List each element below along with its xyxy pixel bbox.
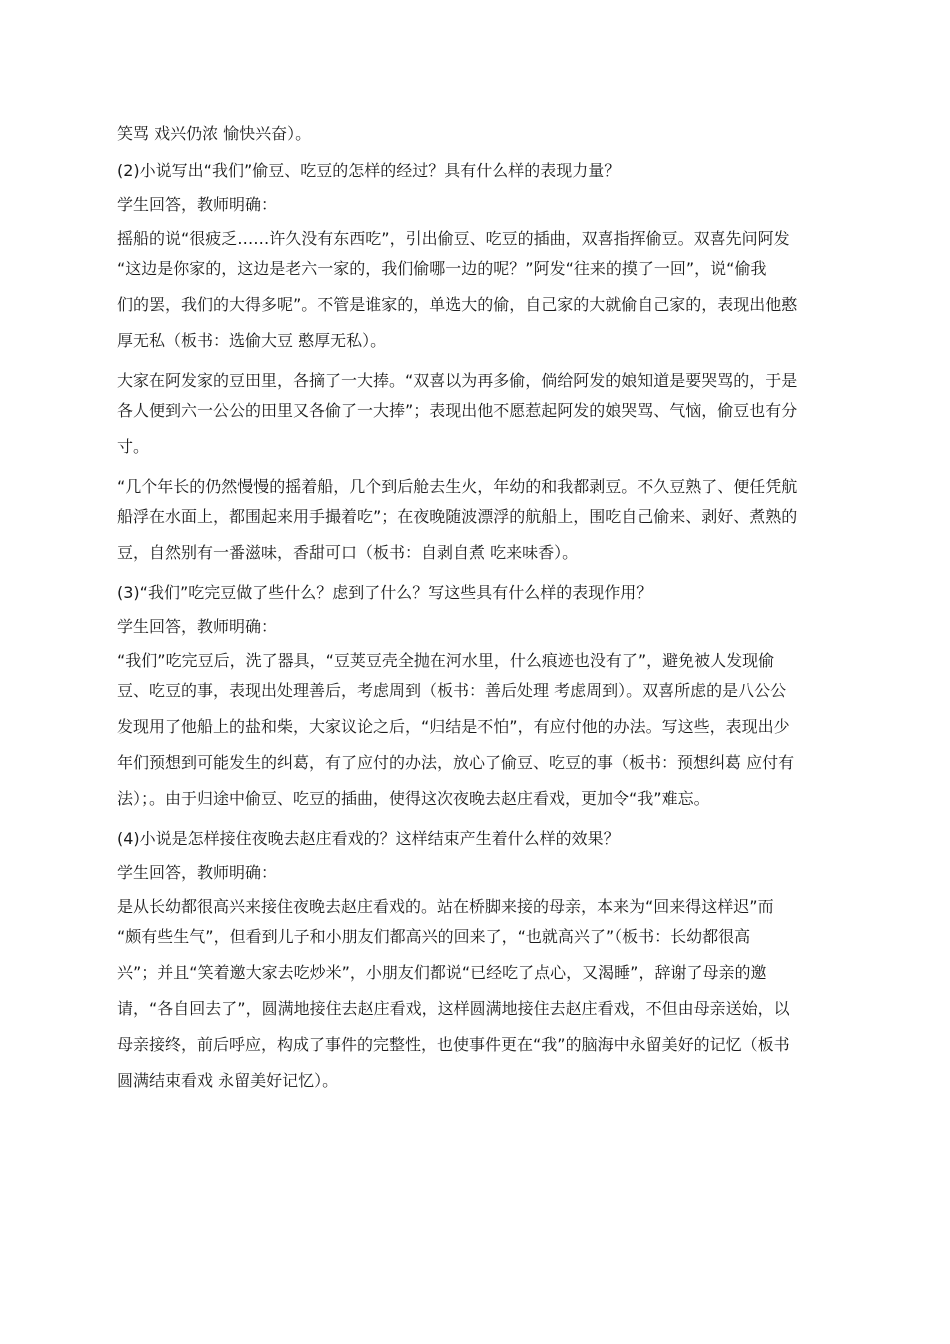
text-line: 豆，自然别有一番滋味，香甜可口（板书：自剥自煮 吃来味香）。 xyxy=(117,543,579,562)
text-line: 年们预想到可能发生的纠葛，有了应付的办法，放心了偷豆、吃豆的事（板书：预想纠葛 应付有 xyxy=(117,753,795,772)
text-line: 们的罢，我们的大得多呢”。不管是谁家的，单选大的偷，自己家的大就偷自己家的，表现出他憨 xyxy=(117,295,798,314)
text-line: “颇有些生气”，但看到儿子和小朋友们都高兴的回来了，“也就高兴了”（板书：长幼都很高 xyxy=(117,927,751,946)
text-line: 圆满结束看戏 永留美好记忆）。 xyxy=(117,1071,339,1090)
answer-label-2: 学生回答，教师明确： xyxy=(117,195,278,214)
text-line: 母亲接终，前后呼应，构成了事件的完整性，也使事件更在“我”的脑海中永留美好的记忆（板书 xyxy=(117,1035,790,1054)
text-line: “几个年长的仍然慢慢的摇着船，几个到后舱去生火，年幼的和我都剥豆。不久豆熟了、便任凭航 xyxy=(117,477,798,496)
text-line: 摇船的说“很疲乏……许久没有东西吃”，引出偷豆、吃豆的插曲，双喜指挥偷豆。双喜先问阿发 xyxy=(117,229,790,248)
paragraph-bean-field xyxy=(117,369,839,465)
text-line: 船浮在水面上，都围起来用手撮着吃”；在夜晚随波漂浮的航船上，围吃自己偷来、剥好、煮熟的 xyxy=(117,507,798,526)
text-line: 厚无私（板书：选偷大豆 憨厚无私）。 xyxy=(117,331,387,350)
text-line: 笑骂 戏兴仍浓 愉快兴奋）。 xyxy=(117,124,312,143)
text-line: 发现用了他船上的盐和柴，大家议论之后，“归结是不怕”，有应付他的办法。写这些，表现出少 xyxy=(117,717,790,736)
text-line: “我们”吃完豆后，洗了器具，“豆荚豆壳全抛在河水里，什么痕迹也没有了”，避免被人发现偷 xyxy=(117,651,775,670)
text-line: 法）；。由于归途中偷豆、吃豆的插曲，使得这次夜晚去赵庄看戏，更加令“我”难忘。 xyxy=(117,789,710,808)
paragraph-eat-beans xyxy=(117,475,839,571)
text-line: 寸。 xyxy=(117,437,150,456)
lesson-text xyxy=(117,122,839,1099)
text-line: 豆、吃豆的事，表现出处理善后，考虑周到（板书：善后处理 考虑周到）。双喜所虑的是八公公 xyxy=(117,681,787,700)
answer-label-3: 学生回答，教师明确： xyxy=(117,617,278,636)
text-line: 兴”；并且“笑着邀大家去吃炒米”，小朋友们都说“已经吃了点心，又渴睡”，辞谢了母亲的邀 xyxy=(117,963,767,982)
answer-label-4: 学生回答，教师明确： xyxy=(117,863,278,882)
paragraph-ending xyxy=(117,895,839,1099)
text-line: 请，“各自回去了”，圆满地接住去赵庄看戏，这样圆满地接住去赵庄看戏，不但由母亲送始，以 xyxy=(117,999,790,1018)
text-line: 大家在阿发家的豆田里，各摘了一大捧。“双喜以为再多偷，倘给阿发的娘知道是要哭骂的，于是 xyxy=(117,371,798,390)
question-2: (2)小说写出“我们”偷豆、吃豆的怎样的经过？具有什么样的表现力量？ xyxy=(117,161,621,180)
text-line: “这边是你家的，这边是老六一家的，我们偷哪一边的呢？”阿发“往来的摸了一回”，说“偷我 xyxy=(117,259,767,278)
text-line: 是从长幼都很高兴来接住夜晚去赵庄看戏的。站在桥脚来接的母亲，本来为“回来得这样迟”而 xyxy=(117,897,774,916)
paragraph-aftermath xyxy=(117,649,839,817)
paragraph-steal-beans xyxy=(117,227,839,359)
question-3: (3)“我们”吃完豆做了些什么？虑到了什么？写这些具有什么样的表现作用？ xyxy=(117,583,653,602)
text-line: 各人便到六一公公的田里又各偷了一大捧”；表现出他不愿惹起阿发的娘哭骂、气恼，偷豆也有分 xyxy=(117,401,798,420)
question-4: (4)小说是怎样接住夜晚去赵庄看戏的？这样结束产生着什么样的效果？ xyxy=(117,829,620,848)
